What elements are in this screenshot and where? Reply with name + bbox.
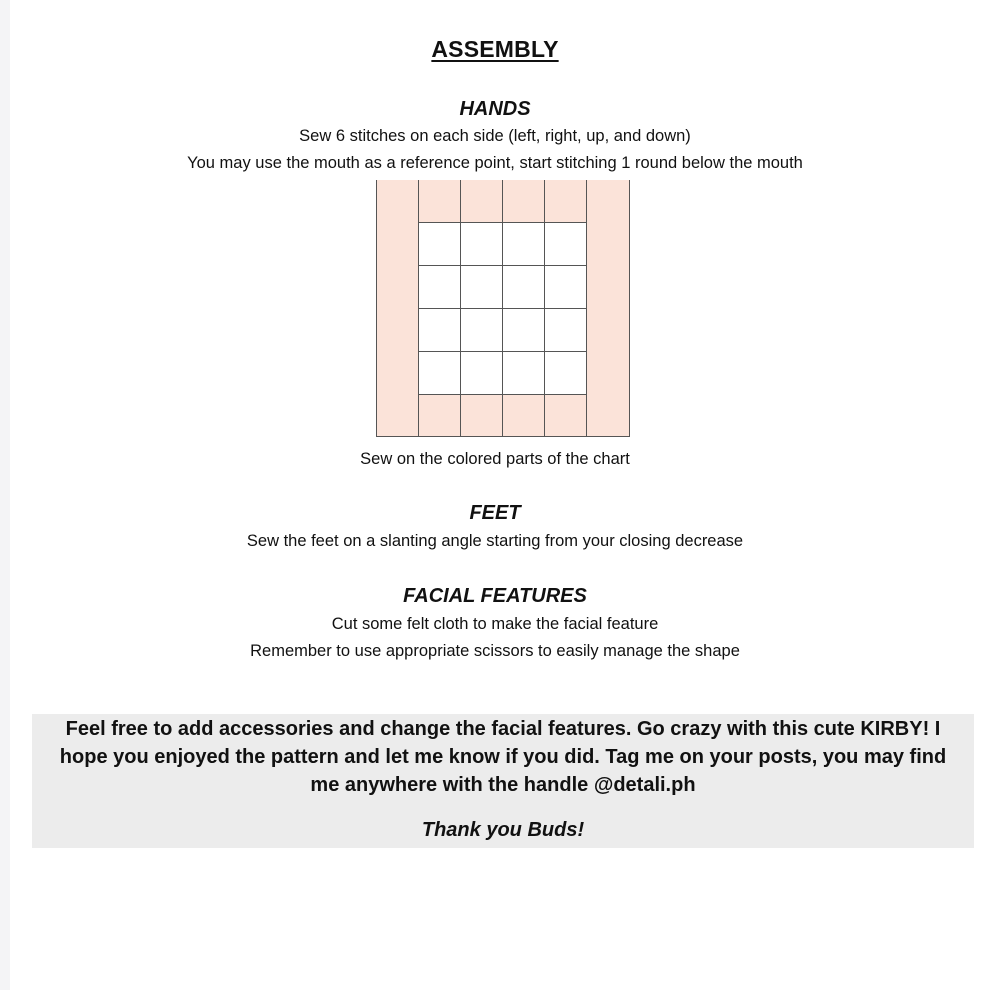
chart-cell-colored [586, 222, 630, 265]
chart-cell-plain [418, 265, 460, 308]
chart-cell-colored [418, 180, 460, 222]
chart-cell-plain [460, 265, 502, 308]
chart-cell-colored [418, 394, 460, 437]
facial-features-instruction-2: Remember to use appropriate scissors to easily manage the shape [250, 642, 740, 660]
thank-you-text: Thank you Buds! [421, 819, 585, 841]
chart-cell-plain [502, 351, 544, 394]
hands-instruction-1: Sew 6 stitches on each side (left, right, up, and down) [299, 127, 691, 145]
chart-cell-plain [460, 351, 502, 394]
chart-cell-plain [460, 222, 502, 265]
hands-instruction-2: You may use the mouth as a reference point, start stitching 1 round below the mouth [187, 154, 803, 172]
chart-cell-plain [502, 222, 544, 265]
chart-cell-colored [376, 180, 418, 222]
chart-cell-colored [586, 394, 630, 437]
chart-cell-plain [544, 351, 586, 394]
hands-stitch-chart [376, 180, 630, 437]
hands-chart-caption: Sew on the colored parts of the chart [360, 450, 630, 468]
closing-note-text [32, 714, 974, 799]
chart-cell-plain [418, 308, 460, 351]
chart-cell-colored [376, 351, 418, 394]
chart-cell-colored [586, 180, 630, 222]
chart-cell-colored [460, 180, 502, 222]
chart-cell-plain [544, 308, 586, 351]
chart-cell-colored [460, 394, 502, 437]
closing-note-line-2: hope you enjoyed the pattern and let me know if you did. Tag me on your posts, you may find [59, 746, 947, 768]
page-left-margin [0, 0, 10, 990]
feet-instruction: Sew the feet on a slanting angle starting from your closing decrease [246, 532, 744, 550]
page-title: ASSEMBLY [431, 36, 559, 62]
chart-cell-colored [376, 222, 418, 265]
chart-cell-plain [502, 265, 544, 308]
closing-note-box [32, 714, 974, 848]
chart-cell-colored [376, 265, 418, 308]
feet-heading: FEET [469, 502, 521, 524]
chart-cell-colored [502, 180, 544, 222]
chart-cell-colored [376, 394, 418, 437]
closing-note-line-3: me anywhere with the handle @detali.ph [310, 774, 696, 796]
hands-chart-grid [376, 180, 630, 437]
chart-cell-colored [544, 394, 586, 437]
chart-cell-colored [586, 265, 630, 308]
chart-cell-colored [376, 308, 418, 351]
hands-heading: HANDS [459, 98, 531, 120]
chart-cell-plain [544, 265, 586, 308]
chart-cell-colored [544, 180, 586, 222]
facial-features-instruction-1: Cut some felt cloth to make the facial feature [331, 615, 659, 633]
chart-cell-colored [586, 308, 630, 351]
chart-cell-plain [502, 308, 544, 351]
chart-cell-colored [502, 394, 544, 437]
closing-note-line-1: Feel free to add accessories and change the facial features. Go crazy with this cute KIRBY! I [65, 718, 941, 740]
chart-cell-plain [418, 351, 460, 394]
chart-cell-plain [460, 308, 502, 351]
chart-cell-plain [418, 222, 460, 265]
facial-features-heading: FACIAL FEATURES [403, 585, 587, 607]
chart-cell-colored [586, 351, 630, 394]
chart-cell-plain [544, 222, 586, 265]
